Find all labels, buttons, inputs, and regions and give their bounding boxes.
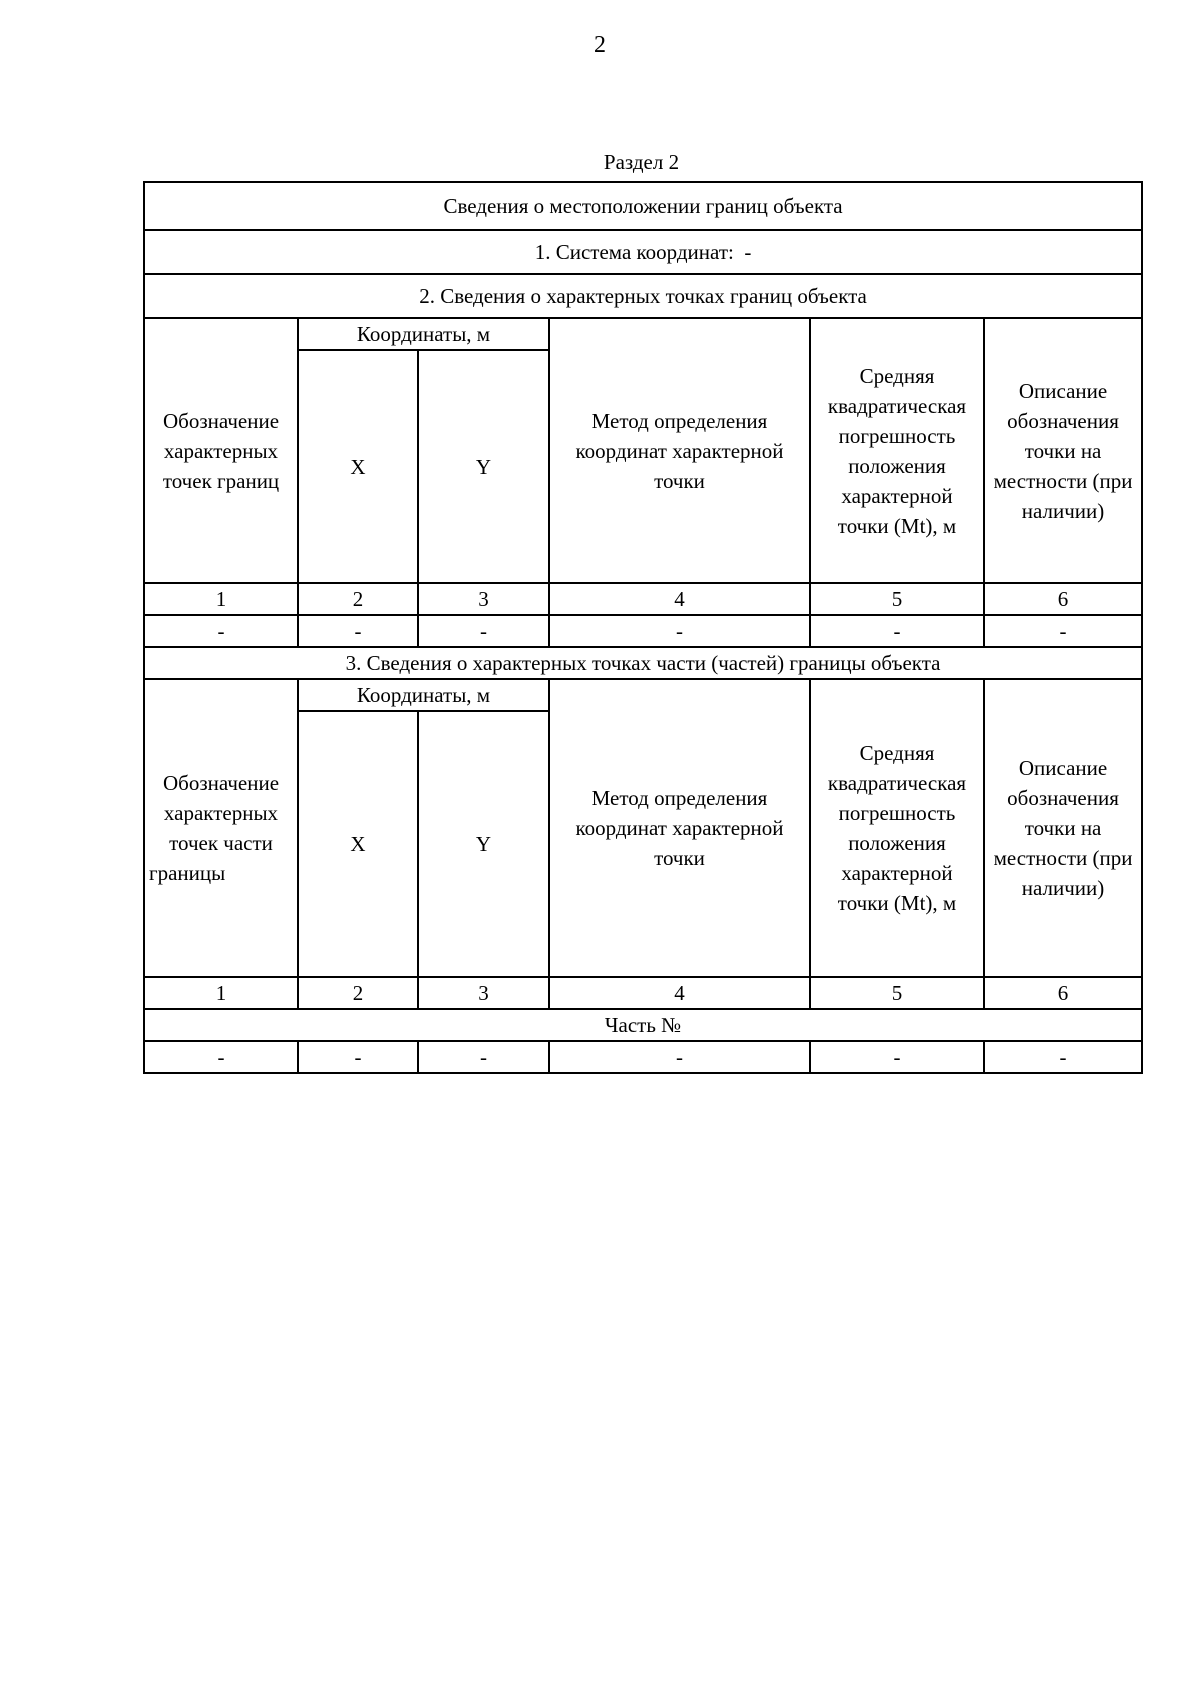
page-number: 2 — [594, 32, 606, 58]
block3-cell: - — [984, 1041, 1142, 1073]
block2-header-accuracy: Средняя квадратическая погрешность положения характерной точки (Mt), м — [810, 318, 984, 583]
block2-colnum-1: 1 — [144, 583, 298, 615]
coordinate-system-label: 1. Система координат: — [534, 240, 734, 264]
block2-colnum-6: 6 — [984, 583, 1142, 615]
block2-colnum-5: 5 — [810, 583, 984, 615]
block2-header-x: X — [298, 350, 418, 583]
block3-cell: - — [144, 1041, 298, 1073]
block2-colnum-3: 3 — [418, 583, 549, 615]
coordinate-system-value: - — [744, 240, 752, 264]
block3-cell: - — [810, 1041, 984, 1073]
table-row — [144, 1041, 1142, 1073]
boundary-table — [143, 181, 1143, 1074]
block2-header-row — [144, 318, 1142, 350]
block3-header-coordinates: Координаты, м — [298, 679, 549, 711]
coordinate-system-cell — [144, 230, 1142, 274]
block3-colnum-6: 6 — [984, 977, 1142, 1009]
section-title: Раздел 2 — [603, 150, 680, 174]
block2-cell: - — [298, 615, 418, 647]
block3-colnum-3: 3 — [418, 977, 549, 1009]
block3-colnum-4: 4 — [549, 977, 810, 1009]
block3-part-label: Часть № — [144, 1009, 1142, 1041]
block3-colnum-1: 1 — [144, 977, 298, 1009]
block3-title-row — [144, 647, 1142, 679]
block3-part-row — [144, 1009, 1142, 1041]
table-title-row — [144, 182, 1142, 230]
block3-header-method: Метод определения координат характерной точки — [549, 679, 810, 977]
table-title: Сведения о местоположении границ объекта — [144, 182, 1142, 230]
block2-header-description: Описание обозначения точки на местности (при наличии) — [984, 318, 1142, 583]
block3-header-point: Обозначение характерных точек части границы — [144, 679, 298, 977]
block3-cell: - — [298, 1041, 418, 1073]
block2-cell: - — [144, 615, 298, 647]
block2-cell: - — [549, 615, 810, 647]
block2-header-coordinates: Координаты, м — [298, 318, 549, 350]
block2-colnum-4: 4 — [549, 583, 810, 615]
block2-header-method: Метод определения координат характерной точки — [549, 318, 810, 583]
block3-cell: - — [418, 1041, 549, 1073]
block2-cell: - — [418, 615, 549, 647]
block2-header-point: Обозначение характерных точек границ — [144, 318, 298, 583]
block3-colnum-2: 2 — [298, 977, 418, 1009]
block3-colnum-5: 5 — [810, 977, 984, 1009]
block3-column-numbers — [144, 977, 1142, 1009]
coordinate-system-row — [144, 230, 1142, 274]
block3-cell: - — [549, 1041, 810, 1073]
block3-header-x: X — [298, 711, 418, 977]
block2-title: 2. Сведения о характерных точках границ объекта — [144, 274, 1142, 318]
block2-title-row — [144, 274, 1142, 318]
block3-header-row — [144, 679, 1142, 711]
table-row — [144, 615, 1142, 647]
block2-cell: - — [984, 615, 1142, 647]
block3-header-y: Y — [418, 711, 549, 977]
block2-header-y: Y — [418, 350, 549, 583]
block2-column-numbers — [144, 583, 1142, 615]
block2-colnum-2: 2 — [298, 583, 418, 615]
block2-cell: - — [810, 615, 984, 647]
block3-header-description: Описание обозначения точки на местности (при наличии) — [984, 679, 1142, 977]
block3-header-accuracy: Средняя квадратическая погрешность положения характерной точки (Mt), м — [810, 679, 984, 977]
block3-title: 3. Сведения о характерных точках части (частей) границы объекта — [144, 647, 1142, 679]
